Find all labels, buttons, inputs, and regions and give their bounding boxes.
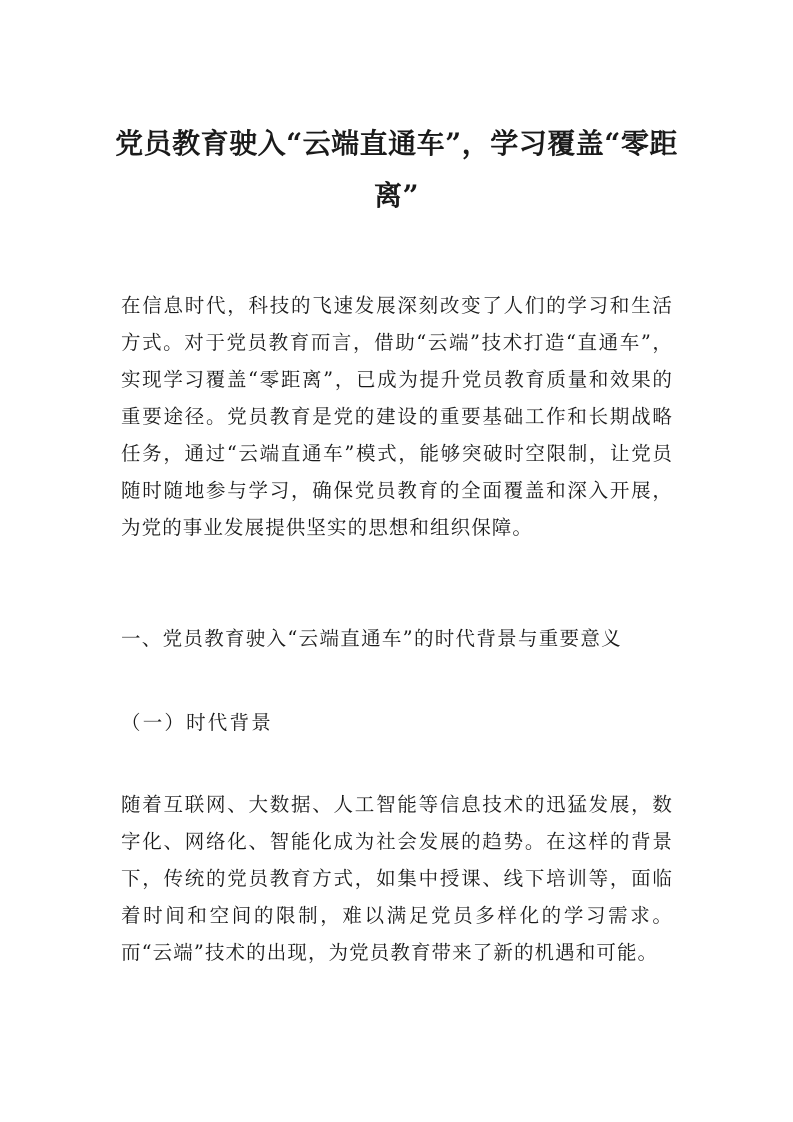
intro-paragraph: 在信息时代，科技的飞速发展深刻改变了人们的学习和生活方式。对于党员教育而言，借助“云端”技术打造“直通车”，实现学习覆盖“零距离”，已成为提升党员教育质量和效果的重要途径。党员教育是党的建设的重要基础工作和长期战略任务，通过“云端直通车”模式，能够突破时空限制，让党员随时随地参与学习，确保党员教育的全面覆盖和深入开展，为党的事业发展提供坚实的思想和组织保障。 [121,294,673,539]
subsection-heading: （一）时代背景 [121,711,273,734]
document-title: 党员教育驶入“云端直通车”，学习覆盖“零距离” [115,127,678,212]
body-paragraph: 随着互联网、大数据、人工智能等信息技术的迅猛发展，数字化、网络化、智能化成为社会发展的趋势。在这样的背景下，传统的党员教育方式，如集中授课、线下培训等，面临着时间和空间的限制，难以满足党员多样化的学习需求。而“云端”技术的出现，为党员教育带来了新的机遇和可能。 [121,793,673,964]
section-heading: 一、党员教育驶入“云端直通车”的时代背景与重要意义 [121,627,622,650]
